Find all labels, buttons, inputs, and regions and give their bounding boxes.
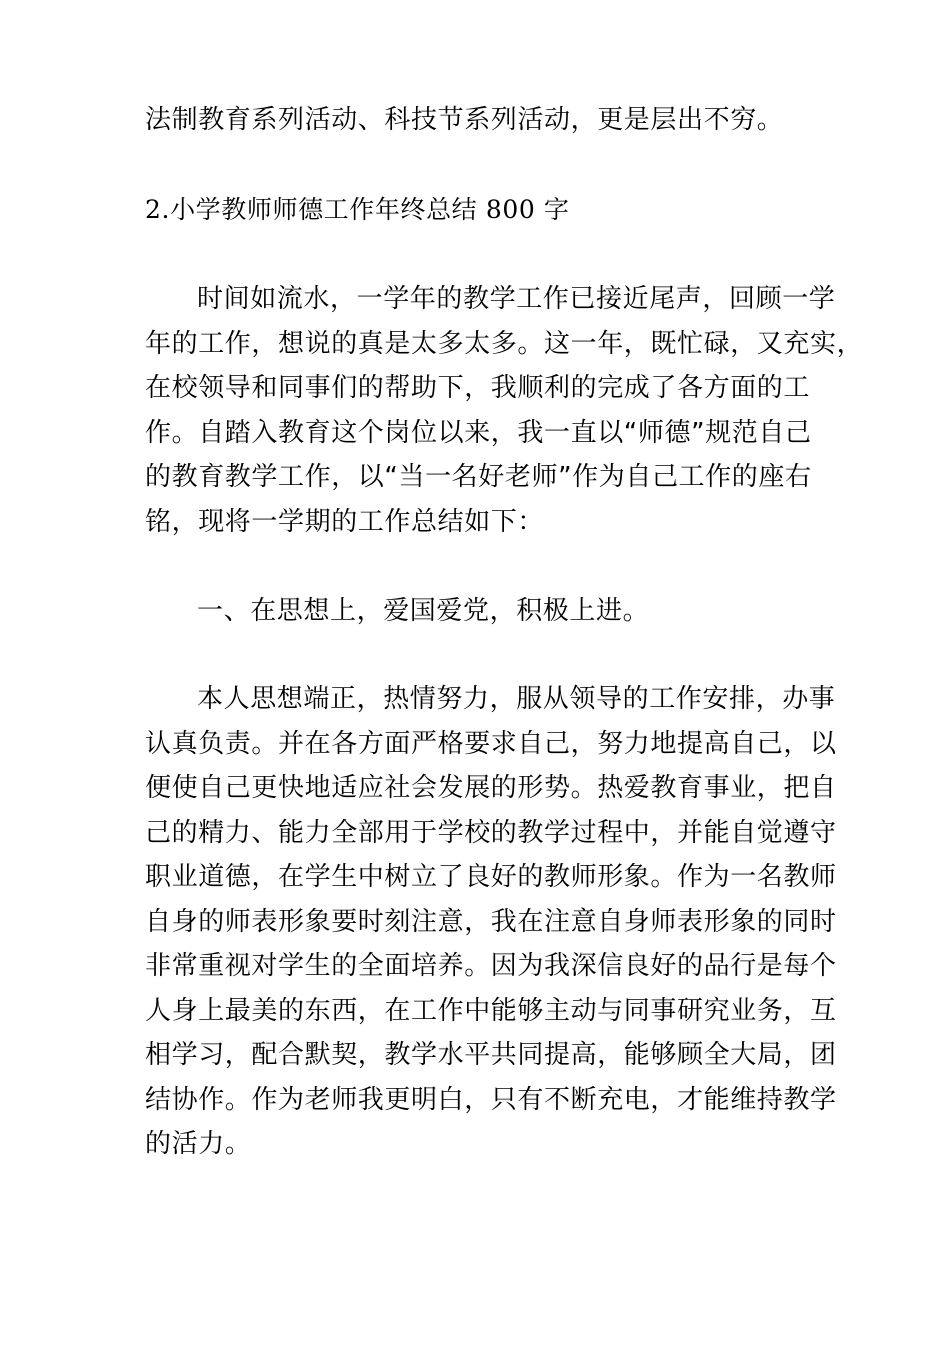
section-word-count: 800	[485, 195, 536, 224]
paragraph-2	[145, 677, 837, 1167]
paragraph-line: 职业道德，在学生中树立了良好的教师形象。作为一名教师	[145, 862, 837, 892]
section-title-text: 小学教师师德工作年终总结	[170, 195, 478, 224]
section-number: 2.	[145, 195, 171, 224]
paragraph-line: 的活力。	[145, 1129, 252, 1159]
paragraph-line: 结协作。作为老师我更明白，只有不断充电，才能维持教学	[145, 1084, 837, 1115]
intro-line: 法制教育系列活动、科技节系列活动，更是层出不穷。	[145, 105, 784, 135]
paragraph-line: 时间如流水，一学年的教学工作已接近尾声，回顾一学	[197, 284, 836, 314]
section-heading	[145, 188, 570, 232]
paragraph-line: 己的精力、能力全部用于学校的教学过程中，并能自觉遵守	[145, 817, 837, 848]
paragraph-line: 年的工作，想说的真是太多太多。这一年，既忙碌，又充实，	[145, 328, 864, 359]
paragraph-line: 相学习，配合默契，教学水平共同提高，能够顾全大局，团	[145, 1040, 837, 1070]
paragraph-line: 自身的师表形象要时刻注意，我在注意自身师表形象的同时	[145, 906, 837, 937]
section-title-suffix: 字	[543, 195, 570, 224]
paragraph-line: 人身上最美的东西，在工作中能够主动与同事研究业务，互	[145, 995, 837, 1026]
paragraph-1	[145, 277, 864, 544]
paragraph-line: 便使自己更快地适应社会发展的形势。热爱教育事业，把自	[145, 773, 837, 803]
paragraph-line: 认真负责。并在各方面严格要求自己，努力地提高自己，以	[145, 728, 837, 759]
subheading-ideology: 一、在思想上，爱国爱党，积极上进。	[197, 596, 650, 626]
paragraph-line: 在校领导和同事们的帮助下，我顺利的完成了各方面的工	[145, 373, 811, 403]
paragraph-line: 的教育教学工作，以“当一名好老师”作为自己工作的座右	[145, 462, 812, 492]
paragraph-line: 非常重视对学生的全面培养。因为我深信良好的品行是每个	[145, 951, 837, 981]
paragraph-line: 本人思想端正，热情努力，服从领导的工作安排，办事	[197, 684, 836, 714]
paragraph-line: 铭，现将一学期的工作总结如下：	[145, 506, 545, 537]
paragraph-line: 作。自踏入教育这个岗位以来，我一直以“师德”规范自己	[145, 417, 812, 448]
